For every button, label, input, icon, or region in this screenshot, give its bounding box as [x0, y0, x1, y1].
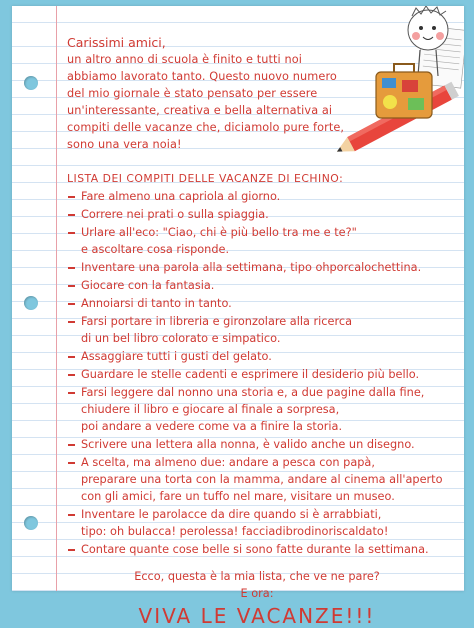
binder-hole	[24, 296, 38, 310]
letter-greeting: Carissimi amici,	[67, 35, 166, 50]
bullet-dash-icon	[68, 462, 75, 464]
bullet-dash-icon	[68, 374, 75, 376]
bullet-dash-icon	[68, 214, 75, 216]
list-item: Inventare una parola alla settimana, tipo ohporcalochettina.	[67, 259, 457, 276]
binder-hole	[24, 516, 38, 530]
list-item: Guardare le stelle cadenti e esprimere il desiderio più bello.	[67, 366, 457, 383]
bullet-dash-icon	[68, 232, 75, 234]
list-item: Giocare con la fantasia.	[67, 277, 457, 294]
letter-body	[67, 34, 457, 628]
list-item: Farsi leggere dal nonno una storia e, a due pagine dalla fine, chiudere il libro e giocare al finale a sorpresa, poi andare a vedere come va a finire la storia.	[67, 384, 457, 435]
bullet-dash-icon	[68, 285, 75, 287]
bullet-dash-icon	[68, 267, 75, 269]
list-item: Annoiarsi di tanto in tanto.	[67, 295, 457, 312]
list-item: Contare quante cose belle si sono fatte durante la settimana.	[67, 541, 457, 558]
bullet-dash-icon	[68, 356, 75, 358]
bullet-dash-icon	[68, 321, 75, 323]
bullet-dash-icon	[68, 392, 75, 394]
binder-holes	[24, 6, 44, 591]
list-item: A scelta, ma almeno due: andare a pesca con papà, preparare una torta con la mamma, andare al cinema all'aperto con gli amici, fare un tuffo nel mare, visitare un museo.	[67, 454, 457, 505]
bullet-dash-icon	[68, 514, 75, 516]
letter-intro: un altro anno di scuola è finito e tutti noi abbiamo lavorato tanto. Questo nuovo numero del mio giornale è stato pensato per essere un'interessante, creativa e bella alternativa ai compiti delle vacanze che, diciamolo pure forte, sono una vera noia!	[67, 53, 345, 151]
notebook-page	[12, 6, 464, 628]
list-item: Correre nei prati o sulla spiaggia.	[67, 206, 457, 223]
task-list-title: LISTA DEI COMPITI DELLE VACANZE DI ECHINO:	[67, 172, 344, 185]
task-list	[67, 188, 457, 558]
bullet-dash-icon	[68, 444, 75, 446]
viva-le-vacanze-heading: VIVA LE VACANZE!!!	[138, 604, 376, 628]
list-item: Farsi portare in libreria e gironzolare alla ricerca di un bel libro colorato e simpatico.	[67, 313, 457, 347]
binder-hole	[24, 76, 38, 90]
bullet-dash-icon	[68, 549, 75, 551]
bullet-dash-icon	[68, 196, 75, 198]
list-item: Inventare le parolacce da dire quando si è arrabbiati, tipo: oh bulacca! perolessa! facciadibrodinoriscaldato!	[67, 506, 457, 540]
list-item: Scrivere una lettera alla nonna, è valido anche un disegno.	[67, 436, 457, 453]
closing-line: Ecco, questa è la mia lista, che ve ne pare?	[134, 570, 380, 583]
closing-eora: E ora:	[240, 587, 274, 600]
list-item: Fare almeno una capriola al giorno.	[67, 188, 457, 205]
list-item: Urlare all'eco: "Ciao, chi è più bello tra me e te?" e ascoltare cosa risponde.	[67, 224, 457, 258]
bullet-dash-icon	[68, 303, 75, 305]
list-item: Assaggiare tutti i gusti del gelato.	[67, 348, 457, 365]
